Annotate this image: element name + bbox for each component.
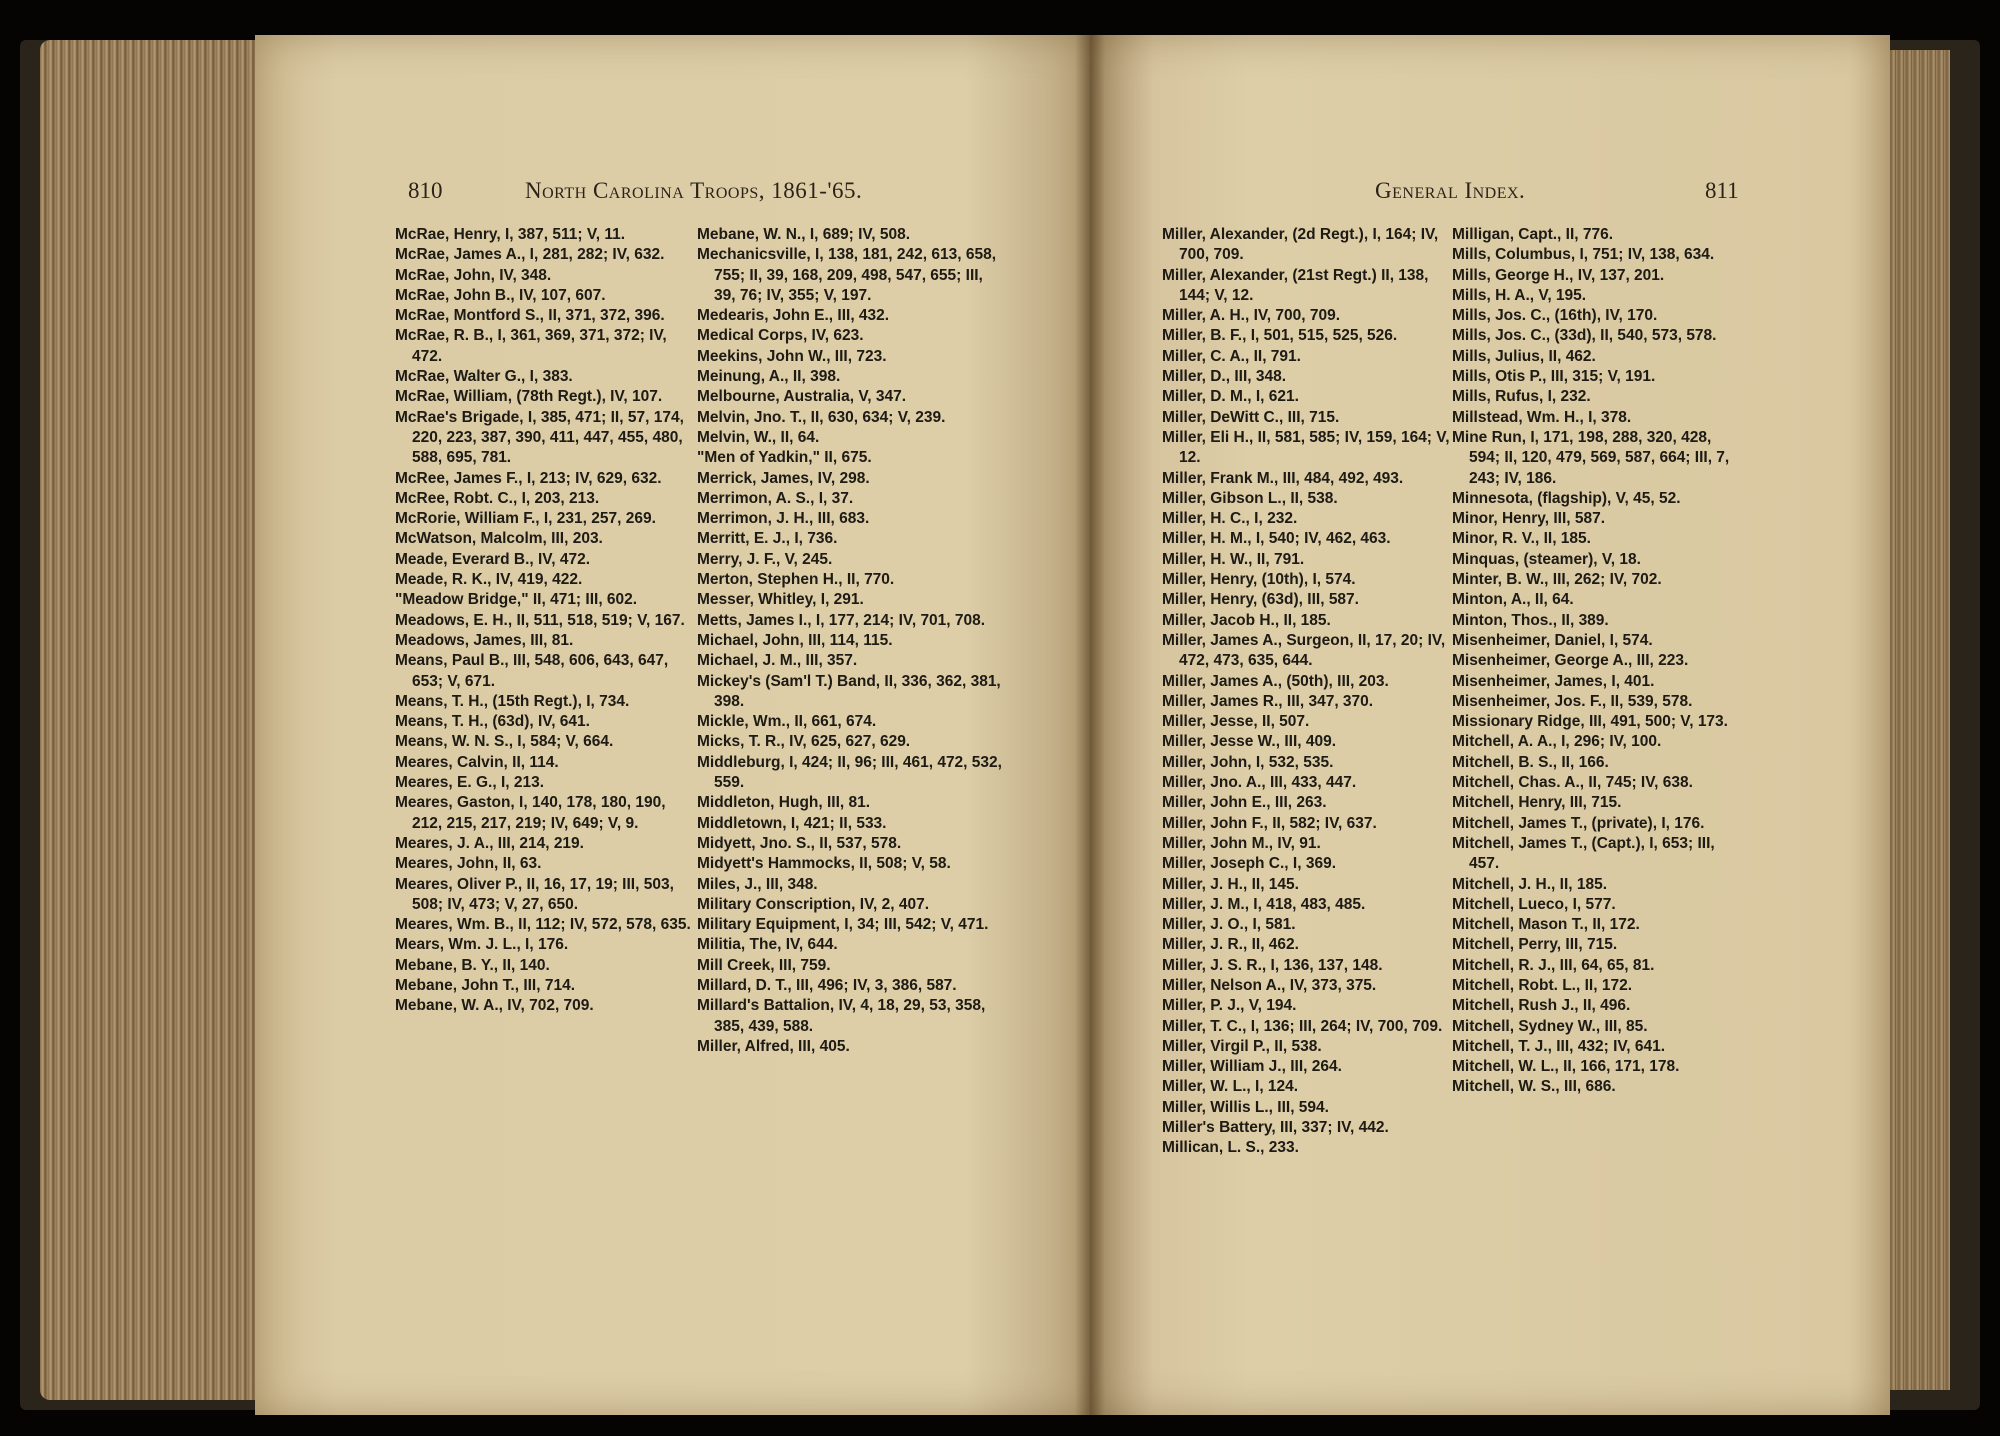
index-entry: Mebane, B. Y., II, 140. — [395, 956, 550, 974]
index-entry: Michael, J. M., III, 357. — [697, 652, 858, 670]
index-entry: Military Conscription, IV, 2, 407. — [697, 895, 930, 913]
index-entry: Meade, R. K., IV, 419, 422. — [395, 571, 583, 589]
index-entry: Miller, J. M., I, 418, 483, 485. — [1162, 895, 1366, 913]
index-entry: Meares, Wm. B., II, 112; IV, 572, 578, 635. — [395, 916, 691, 934]
right-running-head: General Index. — [1375, 178, 1526, 203]
index-entry: Mitchell, T. J., III, 432; IV, 641. — [1452, 1037, 1666, 1055]
index-entry: McRae's Brigade, I, 385, 471; II, 57, 174, 220, 223, 387, 390, 411, 447, 455, 480, 588, 695, 781. — [395, 408, 684, 467]
index-entry: "Men of Yadkin," II, 675. — [697, 449, 872, 467]
index-entry: Miller, Jno. A., III, 433, 447. — [1162, 774, 1357, 792]
index-entry: Mitchell, B. S., II, 166. — [1452, 753, 1609, 771]
index-entry: Milligan, Capt., II, 776. — [1452, 226, 1614, 243]
index-entry: Meekins, John W., III, 723. — [697, 347, 887, 365]
index-entry: Mills, Jos. C., (33d), II, 540, 573, 578. — [1452, 327, 1717, 345]
index-entry: Minter, B. W., III, 262; IV, 702. — [1452, 571, 1662, 589]
index-entry: Meares, John, II, 63. — [395, 855, 542, 873]
index-entry: Miller, Jesse, II, 507. — [1162, 713, 1310, 731]
index-entry: Meares, Oliver P., II, 16, 17, 19; III, 503, 508; IV, 473; V, 27, 650. — [395, 875, 674, 913]
index-entry: Minnesota, (flagship), V, 45, 52. — [1452, 489, 1681, 507]
index-entry: Middletown, I, 421; II, 533. — [697, 814, 887, 832]
index-entry: Millard, D. T., III, 496; IV, 3, 386, 587. — [697, 976, 957, 994]
index-entry: McRae, John B., IV, 107, 607. — [395, 286, 606, 304]
index-entry: Millard's Battalion, IV, 4, 18, 29, 53, 358, 385, 439, 588. — [697, 997, 986, 1035]
index-entry: Melbourne, Australia, V, 347. — [697, 388, 907, 406]
index-entry: Miller, Alfred, III, 405. — [697, 1037, 850, 1055]
index-entry: Miller, W. L., I, 124. — [1162, 1078, 1299, 1096]
index-entry: Merrimon, J. H., III, 683. — [697, 510, 870, 528]
index-entry: McWatson, Malcolm, III, 203. — [395, 530, 603, 548]
index-entry: Miller, Eli H., II, 581, 585; IV, 159, 164; V, 12. — [1162, 428, 1450, 467]
index-entry: Miller, Frank M., III, 484, 492, 493. — [1162, 469, 1404, 487]
index-entry: Mitchell, J. H., II, 185. — [1452, 875, 1608, 893]
index-entry: Miller, Henry, (63d), III, 587. — [1162, 591, 1359, 609]
index-entry: Merritt, E. J., I, 736. — [697, 530, 838, 548]
index-entry: Miller, H. W., II, 791. — [1162, 550, 1305, 568]
index-entry: Miller, John M., IV, 91. — [1162, 834, 1321, 852]
index-entry: McRee, Robt. C., I, 203, 213. — [395, 489, 600, 507]
right-page-edges — [1880, 50, 1950, 1390]
right-page-number: 811 — [1705, 178, 1739, 203]
index-entry: Miller, Virgil P., II, 538. — [1162, 1037, 1322, 1055]
index-entry: Mills, George H., IV, 137, 201. — [1452, 266, 1665, 284]
index-entry: Miller, P. J., V, 194. — [1162, 997, 1297, 1015]
index-entry: Misenheimer, Daniel, I, 574. — [1452, 631, 1653, 649]
index-entry: Means, T. H., (15th Regt.), I, 734. — [395, 692, 630, 710]
index-entry: Mitchell, R. J., III, 64, 65, 81. — [1452, 956, 1655, 974]
index-entry: Mitchell, Sydney W., III, 85. — [1452, 1017, 1648, 1035]
index-entry: Miller, Willis L., III, 594. — [1162, 1098, 1329, 1116]
left-page-edges — [40, 40, 270, 1400]
index-entry: Miller, John E., III, 263. — [1162, 794, 1327, 812]
index-entry: Misenheimer, George A., III, 223. — [1452, 652, 1689, 670]
index-entry: Mine Run, I, 171, 198, 288, 320, 428, 594; II, 120, 479, 569, 587, 664; III, 7, 243; IV, 186. — [1452, 428, 1730, 487]
index-entry: Middleton, Hugh, III, 81. — [697, 794, 871, 812]
index-entry: Militia, The, IV, 644. — [697, 936, 838, 954]
index-entry: Meares, Gaston, I, 140, 178, 180, 190, 212, 215, 217, 219; IV, 649; V, 9. — [395, 794, 666, 832]
index-entry: Miller, John, I, 532, 535. — [1162, 753, 1334, 771]
index-entry: Meares, Calvin, II, 114. — [395, 753, 559, 771]
right-page-column-1 — [1162, 225, 1452, 1159]
index-entry: Miller, C. A., II, 791. — [1162, 347, 1301, 365]
index-entry: Meinung, A., II, 398. — [697, 368, 841, 386]
index-entry: Merton, Stephen H., II, 770. — [697, 571, 895, 589]
index-entry: Mebane, John T., III, 714. — [395, 976, 576, 994]
index-entry: Miller, Jesse W., III, 409. — [1162, 733, 1337, 751]
index-entry: Midyett, Jno. S., II, 537, 578. — [697, 834, 902, 852]
index-entry: Means, T. H., (63d), IV, 641. — [395, 713, 590, 731]
index-entry: Meares, J. A., III, 214, 219. — [395, 834, 584, 852]
index-entry: Meadows, E. H., II, 511, 518, 519; V, 167. — [395, 611, 685, 629]
index-entry: Medical Corps, IV, 623. — [697, 327, 864, 345]
left-page-column-2 — [697, 225, 1002, 1057]
index-entry: Missionary Ridge, III, 491, 500; V, 173. — [1452, 713, 1728, 731]
index-entry: Miller, J. H., II, 145. — [1162, 875, 1299, 893]
index-entry: Mill Creek, III, 759. — [697, 956, 831, 974]
index-entry: Merrick, James, IV, 298. — [697, 469, 870, 487]
index-entry: Mears, Wm. J. L., I, 176. — [395, 936, 569, 954]
index-entry: Mills, Jos. C., (16th), IV, 170. — [1452, 307, 1658, 325]
index-entry: Miles, J., III, 348. — [697, 875, 818, 893]
index-entry: Mills, Rufus, I, 232. — [1452, 388, 1591, 406]
index-entry: Mebane, W. N., I, 689; IV, 508. — [697, 226, 911, 243]
index-entry: Miller, D. M., I, 621. — [1162, 388, 1299, 406]
index-entry: Meares, E. G., I, 213. — [395, 774, 545, 792]
index-entry: Melvin, Jno. T., II, 630, 634; V, 239. — [697, 408, 946, 426]
index-entry: Means, Paul B., III, 548, 606, 643, 647, 653; V, 671. — [395, 652, 669, 690]
index-entry: Mills, Otis P., III, 315; V, 191. — [1452, 368, 1656, 386]
left-running-head: North Carolina Troops, 1861-'65. — [525, 178, 863, 203]
index-entry: Minquas, (steamer), V, 18. — [1452, 550, 1641, 568]
index-entry: Miller, H. M., I, 540; IV, 462, 463. — [1162, 530, 1391, 548]
index-entry: Mitchell, W. S., III, 686. — [1452, 1078, 1616, 1096]
index-entry: Misenheimer, James, I, 401. — [1452, 672, 1655, 690]
index-entry: Miller, B. F., I, 501, 515, 525, 526. — [1162, 327, 1398, 345]
index-entry: McRae, Montford S., II, 371, 372, 396. — [395, 307, 665, 325]
index-entry: Miller, John F., II, 582; IV, 637. — [1162, 814, 1377, 832]
index-entry: Mitchell, Lueco, I, 577. — [1452, 895, 1616, 913]
left-page-number: 810 — [408, 178, 443, 203]
index-entry: Micks, T. R., IV, 625, 627, 629. — [697, 733, 911, 751]
index-entry: Midyett's Hammocks, II, 508; V, 58. — [697, 855, 951, 873]
index-entry: Medearis, John E., III, 432. — [697, 307, 890, 325]
index-entry: Miller, J. S. R., I, 136, 137, 148. — [1162, 956, 1383, 974]
index-entry: Mitchell, A. A., I, 296; IV, 100. — [1452, 733, 1662, 751]
index-entry: Miller, Alexander, (2d Regt.), I, 164; IV, 700, 709. — [1162, 226, 1439, 264]
index-entry: Miller, James A., Surgeon, II, 17, 20; IV, 472, 473, 635, 644. — [1162, 631, 1446, 670]
index-entry: McRae, John, IV, 348. — [395, 266, 552, 284]
index-entry: Mebane, W. A., IV, 702, 709. — [395, 997, 594, 1015]
index-entry: Meadows, James, III, 81. — [395, 631, 574, 649]
index-entry: Mitchell, Henry, III, 715. — [1452, 794, 1622, 812]
index-entry: Miller, Jacob H., II, 185. — [1162, 611, 1331, 629]
index-entry: Mitchell, James T., (Capt.), I, 653; III, 457. — [1452, 834, 1715, 873]
index-entry: Misenheimer, Jos. F., II, 539, 578. — [1452, 692, 1693, 710]
index-entry: Metts, James I., I, 177, 214; IV, 701, 708. — [697, 611, 986, 629]
index-entry: Mitchell, Rush J., II, 496. — [1452, 997, 1631, 1015]
index-entry: Mitchell, Mason T., II, 172. — [1452, 916, 1640, 934]
index-entry: Mitchell, Robt. L., II, 172. — [1452, 976, 1632, 994]
index-entry: Melvin, W., II, 64. — [697, 428, 820, 446]
index-entry: McRee, James F., I, 213; IV, 629, 632. — [395, 469, 662, 487]
index-entry: Mickle, Wm., II, 661, 674. — [697, 713, 877, 731]
index-entry: McRae, William, (78th Regt.), IV, 107. — [395, 388, 663, 406]
index-entry: McRae, Walter G., I, 383. — [395, 368, 573, 386]
left-page-column-1 — [395, 225, 700, 1017]
index-entry: Mechanicsville, I, 138, 181, 242, 613, 658, 755; II, 39, 168, 209, 498, 547, 655; III, 39, 76; IV, 355; V, 197. — [697, 246, 997, 304]
index-entry: Means, W. N. S., I, 584; V, 664. — [395, 733, 614, 751]
index-entry: Mitchell, Chas. A., II, 745; IV, 638. — [1452, 774, 1693, 792]
right-page-column-2 — [1452, 225, 1742, 1098]
index-entry: Merrimon, A. S., I, 37. — [697, 489, 854, 507]
index-entry: Miller, J. R., II, 462. — [1162, 936, 1299, 954]
index-entry: McRae, Henry, I, 387, 511; V, 11. — [395, 226, 626, 243]
index-entry: Minton, Thos., II, 389. — [1452, 611, 1609, 629]
index-entry: Merry, J. F., V, 245. — [697, 550, 833, 568]
index-entry: Miller, Gibson L., II, 538. — [1162, 489, 1338, 507]
index-entry: Military Equipment, I, 34; III, 542; V, 471. — [697, 916, 989, 934]
index-entry: "Meadow Bridge," II, 471; III, 602. — [395, 591, 638, 609]
index-entry: Miller, James A., (50th), III, 203. — [1162, 672, 1389, 690]
index-entry: Miller, J. O., I, 581. — [1162, 916, 1296, 934]
index-entry: Miller, Alexander, (21st Regt.) II, 138, 144; V, 12. — [1162, 266, 1429, 304]
index-entry: Minor, R. V., II, 185. — [1452, 530, 1591, 548]
index-entry: Miller, T. C., I, 136; III, 264; IV, 700, 709. — [1162, 1017, 1443, 1035]
index-entry: Miller, D., III, 348. — [1162, 368, 1287, 386]
index-entry: Mickey's (Sam'l T.) Band, II, 336, 362, 381, 398. — [697, 672, 1001, 710]
index-entry: Messer, Whitley, I, 291. — [697, 591, 864, 609]
book-gutter — [1075, 35, 1105, 1415]
index-entry: Mitchell, Perry, III, 715. — [1452, 936, 1618, 954]
index-entry: Millstead, Wm. H., I, 378. — [1452, 408, 1632, 426]
index-entry: Mitchell, W. L., II, 166, 171, 178. — [1452, 1058, 1680, 1076]
index-entry: Miller, DeWitt C., III, 715. — [1162, 408, 1340, 426]
index-entry: Mills, Julius, II, 462. — [1452, 347, 1596, 365]
index-entry: Miller, Nelson A., IV, 373, 375. — [1162, 976, 1377, 994]
index-entry: Miller, H. C., I, 232. — [1162, 510, 1298, 528]
index-entry: Mills, H. A., V, 195. — [1452, 286, 1587, 304]
index-entry: Minor, Henry, III, 587. — [1452, 510, 1606, 528]
index-entry: Miller, A. H., IV, 700, 709. — [1162, 307, 1341, 325]
index-entry: McRorie, William F., I, 231, 257, 269. — [395, 510, 656, 528]
index-entry: Michael, John, III, 114, 115. — [697, 631, 893, 649]
index-entry: Miller, William J., III, 264. — [1162, 1058, 1342, 1076]
index-entry: Millican, L. S., 233. — [1162, 1139, 1299, 1157]
index-entry: Minton, A., II, 64. — [1452, 591, 1574, 609]
index-entry: McRae, R. B., I, 361, 369, 371, 372; IV, 472. — [395, 327, 667, 365]
index-entry: Meade, Everard B., IV, 472. — [395, 550, 591, 568]
index-entry: Miller, Joseph C., I, 369. — [1162, 855, 1337, 873]
index-entry: Miller's Battery, III, 337; IV, 442. — [1162, 1119, 1389, 1137]
index-entry: Mitchell, James T., (private), I, 176. — [1452, 814, 1705, 832]
index-entry: Miller, Henry, (10th), I, 574. — [1162, 571, 1356, 589]
index-entry: Middleburg, I, 424; II, 96; III, 461, 472, 532, 559. — [697, 753, 1002, 792]
index-entry: McRae, James A., I, 281, 282; IV, 632. — [395, 246, 665, 264]
index-entry: Mills, Columbus, I, 751; IV, 138, 634. — [1452, 246, 1715, 264]
index-entry: Miller, James R., III, 347, 370. — [1162, 692, 1374, 710]
